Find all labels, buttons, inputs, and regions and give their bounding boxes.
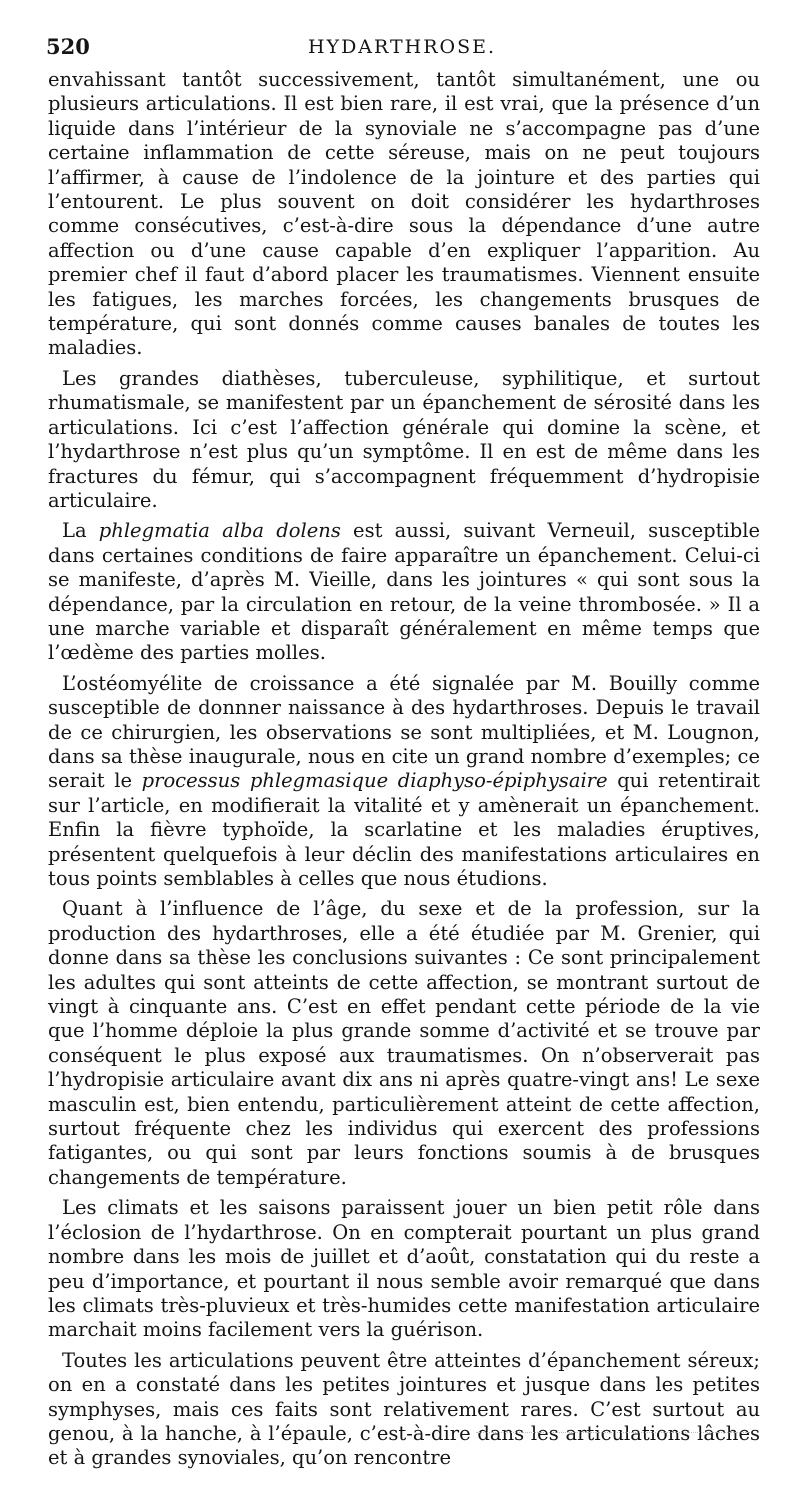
paragraph — [48, 68, 760, 361]
text-run: Toutes les articulations peuvent être atteintes d’épanchement séreux; on en a constaté dans les petites jointures et jusque dans les petites symphyses, mais ces faits sont relativement rares. C’est surtout au genou, à la hanche, à l’épaule, c’est-à-dire dans les articulations lâches et à grandes synoviales, qu’on rencontre — [48, 1348, 760, 1470]
text-run: Les grandes diathèses, tuberculeuse, syphilitique, et surtout rhumatismale, se manifestent par un épanchement de sérosité dans les articulations. Ici c’est l’affection générale qui domine la scène, et l’hydarthrose n’est plus qu’un symptôme. Il en est de même dans les fractures du fémur, qui s’accompagnent fréquemment d’hydropisie articulaire. — [48, 366, 760, 512]
footer-rule — [476, 1432, 750, 1433]
running-title: HYDARTHROSE. — [307, 36, 497, 58]
paragraph — [48, 367, 760, 513]
italic-term: processus phlegmasique diaphyso-épiphysaire — [141, 769, 608, 793]
text-run: Les climats et les saisons paraissent jouer un bien petit rôle dans l’éclosion de l’hydarthrose. On en compterait pourtant un plus grand nombre dans les mois de juillet et d’août, constatation qui du reste a peu d’importance, et pourtant il nous semble avoir remarqué que dans les climats très-pluvieux et très-humides cette manifestation articulaire marchait moins facilement vers la guérison. — [48, 1196, 760, 1342]
text-run: est aussi, suivant Verneuil, susceptible dans certaines conditions de faire apparaître un épanchement. Celui-ci se manifeste, d’après M. Vieille, dans les jointures « qui sont sous la dépendance, par la circulation en retour, de la veine thrombosée. » Il a une marche variable et disparaît généralement en même temps que l’œdème des parties molles. — [48, 519, 760, 665]
paragraph — [48, 672, 760, 892]
text-run: qui retentirait sur l’article, en modifierait la vitalité et y amènerait un épanchement. Enfin la fièvre typhoïde, la scarlatine et les maladies éruptives, présentent quelquefois à leur déclin des manifestations articulaires en tous points semblables à celles que nous étudions. — [48, 769, 760, 890]
page-number: 520 — [46, 34, 90, 59]
text-run: Quant à l’influence de l’âge, du sexe et de la profession, sur la production des hydarthroses, elle a été étudiée par M. Grenier, qui donne dans sa thèse les conclusions suivantes : Ce sont principalement les adultes qui sont atteints de cette affection, se montrant surtout de vingt à cinquante ans. C’est en effet pendant cette période de la vie que l’homme déploie la plus grande somme d’activité et se trouve par conséquent le plus exposé aux traumatismes. On n’observerait pas l’hydropisie articulaire avant dix ans ni après quatre-vingt ans! Le sexe masculin est, bien entendu, particulièrement atteint de cette affection, surtout fréquente chez les individus qui exercent des professions fatigantes, ou qui sont par leurs fonctions soumis à de brusques changements de température. — [48, 897, 760, 1189]
paragraph — [48, 1196, 760, 1342]
text-run: envahissant tantôt successivement, tantôt simultanément, une ou plusieurs articulations. Il est bien rare, il est vrai, que la présence d’un liquide dans l’intérieur de la synoviale ne s’accompagne pas d’une certaine inflammation de cette séreuse, mais on ne peut toujours l’affirmer, à cause de l’indolence de la jointure et des parties qui l’entourent. Le plus souvent on doit considérer les hydarthroses comme consécutives, c’est-à-dire sous la dépendance d’une autre affection ou d’une cause capable d’en expliquer l’apparition. Au premier chef il faut d’abord placer les traumatismes. Viennent ensuite les fatigues, les marches forcées, les changements brusques de température, qui sont donnés comme causes banales de toutes les maladies. — [48, 68, 760, 360]
text-run: L’ostéomyélite de croissance a été signalée par M. Bouilly comme susceptible de donnner naissance à des hydarthroses. Depuis le travail de ce chirurgien, les observations se sont multipliées, et M. Lougnon, dans sa thèse inaugurale, nous en cite un grand nombre d’exemples; ce serait le — [48, 671, 760, 793]
body-text — [48, 68, 760, 1477]
paragraph — [48, 1349, 760, 1471]
page-header — [46, 30, 758, 64]
text-run: La — [62, 519, 99, 543]
paragraph — [48, 897, 760, 1190]
paragraph — [48, 519, 760, 665]
italic-term: phlegmatia alba dolens — [98, 519, 341, 543]
